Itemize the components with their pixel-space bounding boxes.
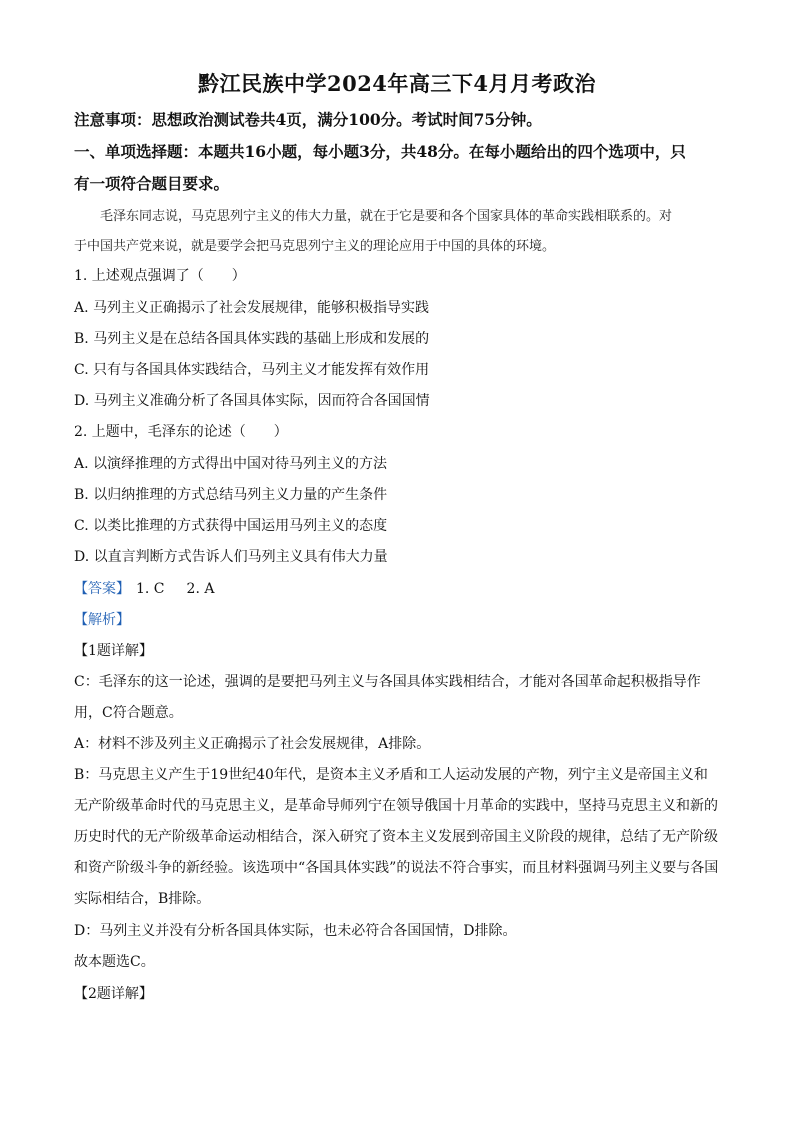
section-heading-line-2: 有一项符合题目要求。 — [74, 174, 230, 193]
analysis-b-line-5: 实际相结合，B排除。 — [74, 891, 211, 907]
question-2-option-c: C. 以类比推理的方式获得中国运用马列主义的态度 — [74, 518, 388, 534]
question-1-option-b: B. 马列主义是在总结各国具体实践的基础上形成和发展的 — [74, 331, 430, 347]
analysis-a-line: A：材料不涉及列主义正确揭示了社会发展规律，A排除。 — [74, 736, 431, 752]
question-2-option-b: B. 以归纳推理的方式总结马列主义力量的产生条件 — [74, 487, 388, 503]
question-1-stem: 1. 上述观点强调了（ ） — [74, 268, 246, 284]
question-1-detail-label: 【1题详解】 — [74, 643, 153, 659]
analysis-conclusion: 故本题选C。 — [74, 954, 155, 970]
analysis-c-line-1: C：毛泽东的这一论述，强调的是要把马列主义与各国具体实践相结合，才能对各国革命起积极指导作 — [74, 674, 701, 690]
analysis-b-line-4: 和资产阶级斗争的新经验。该选项中“各国具体实践”的说法不符合事实，而且材料强调马列主义要与各国 — [74, 860, 719, 876]
answer-row — [74, 578, 724, 598]
analysis-c-line-2: 用，C符合题意。 — [74, 705, 183, 721]
answer-1: 1. C — [136, 581, 165, 597]
analysis-d-line: D：马列主义并没有分析各国具体实际，也未必符合各国国情，D排除。 — [74, 923, 517, 939]
analysis-b-line-2: 无产阶级革命时代的马克思主义，是革命导师列宁在领导俄国十月革命的实践中，坚持马克思主义和新的 — [74, 798, 718, 814]
answer-2: 2. A — [186, 581, 215, 597]
question-1-option-d: D. 马列主义准确分析了各国具体实际，因而符合各国国情 — [74, 393, 430, 409]
question-1-option-c: C. 只有与各国具体实践结合，马列主义才能发挥有效作用 — [74, 362, 430, 378]
exam-notice: 注意事项：思想政治测试卷共4页，满分100分。考试时间75分钟。 — [74, 110, 542, 129]
page-title: 黔江民族中学2024年高三下4月月考政治 — [197, 71, 597, 96]
section-heading-line-1: 一、单项选择题：本题共16小题，每小题3分，共48分。在每小题给出的四个选项中，只 — [74, 142, 686, 161]
question-2-detail-label: 【2题详解】 — [74, 986, 153, 1002]
question-2-option-a: A. 以演绎推理的方式得出中国对待马列主义的方法 — [74, 456, 388, 472]
analysis-label: 【解析】 — [74, 612, 130, 628]
passage-line-1: 毛泽东同志说，马克思列宁主义的伟大力量，就在于它是要和各个国家具体的革命实践相联系的。对 — [100, 209, 673, 224]
question-1-option-a: A. 马列主义正确揭示了社会发展规律，能够积极指导实践 — [74, 300, 430, 316]
passage-line-2: 于中国共产党来说，就是要学会把马克思列宁主义的理论应用于中国的具体的环境。 — [74, 239, 556, 254]
question-2-stem: 2. 上题中，毛泽东的论述（ ） — [74, 424, 288, 440]
question-2-option-d: D. 以直言判断方式告诉人们马列主义具有伟大力量 — [74, 549, 388, 565]
analysis-b-line-3: 历史时代的无产阶级革命运动相结合，深入研究了资本主义发展到帝国主义阶段的规律，总结了无产阶级 — [74, 829, 718, 845]
answer-label: 【答案】 — [74, 581, 130, 597]
analysis-b-line-1: B：马克思主义产生于19世纪40年代，是资本主义矛盾和工人运动发展的产物，列宁主义是帝国主义和 — [74, 767, 708, 783]
